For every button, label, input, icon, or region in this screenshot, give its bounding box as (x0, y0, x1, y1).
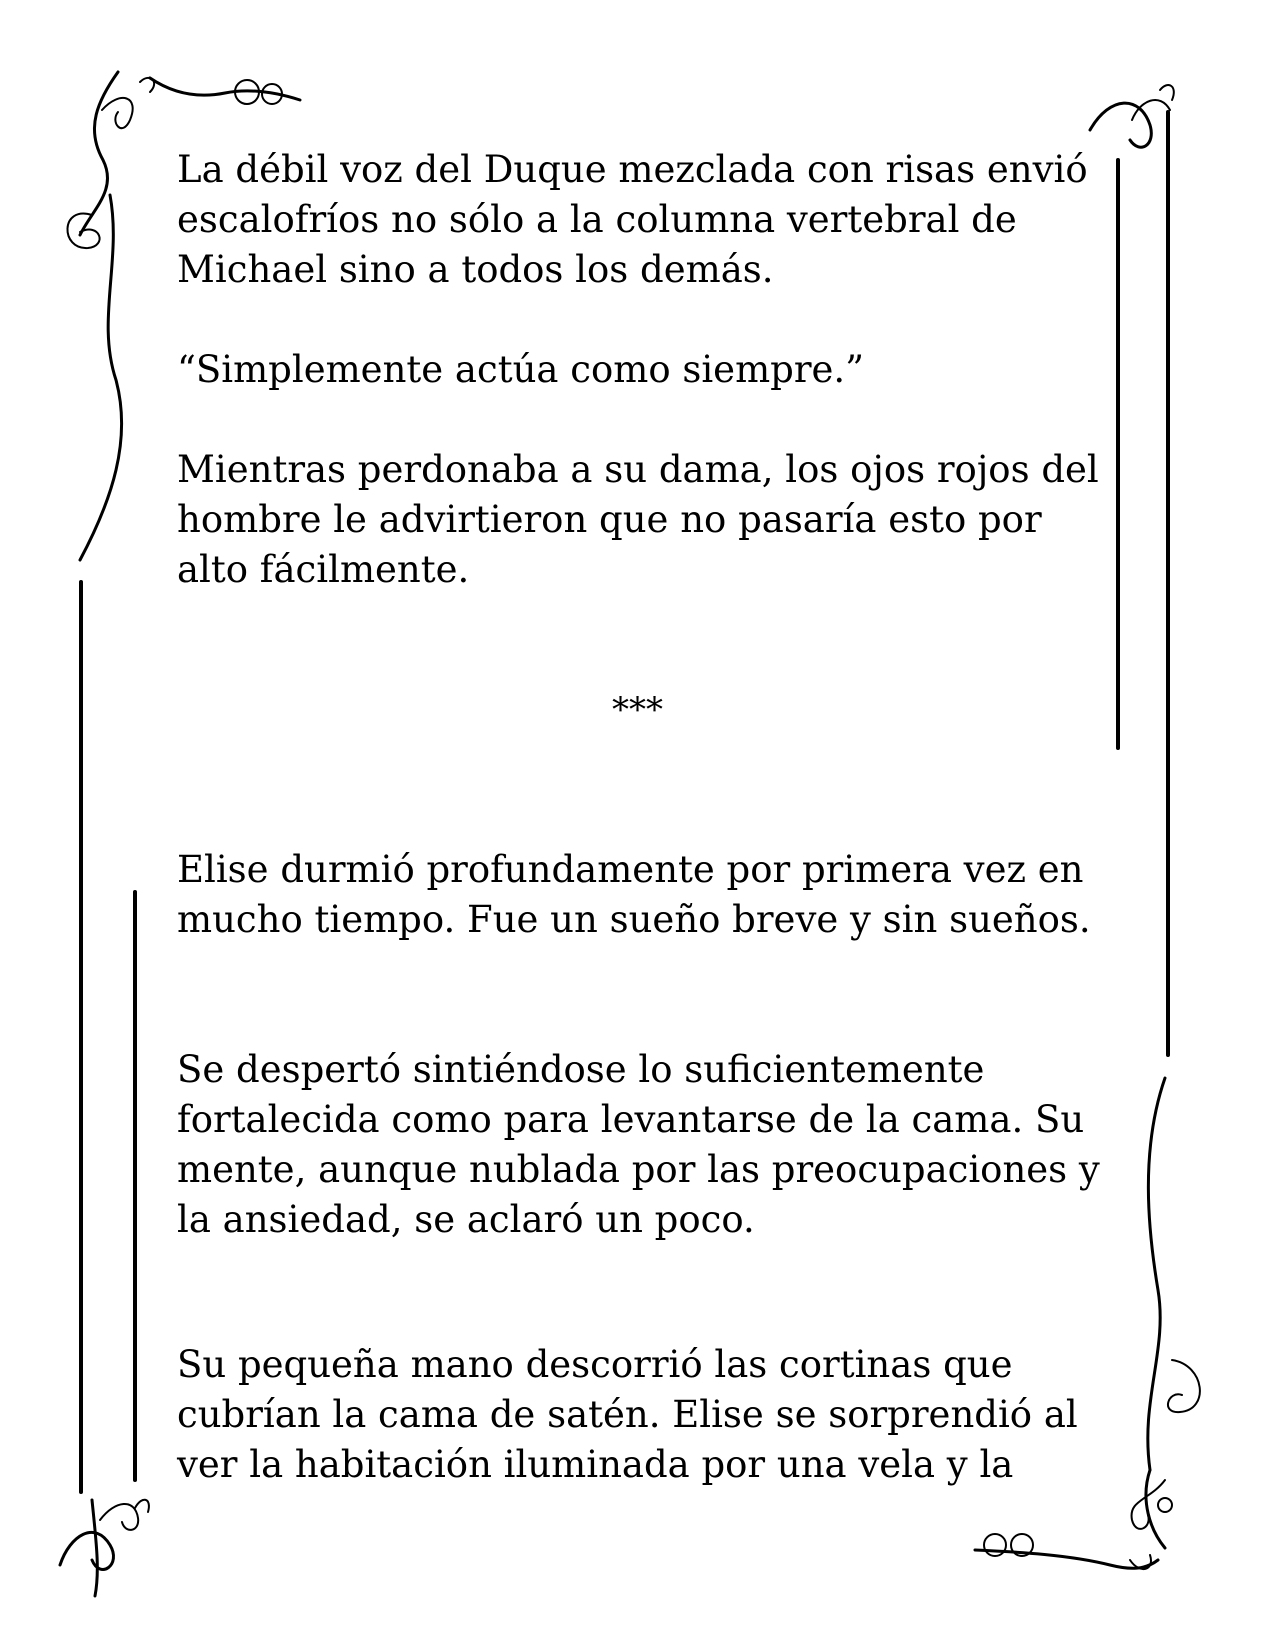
swirl-ornament-bottom-left (60, 892, 149, 1596)
paragraph-woke-up: Se despertó sintiéndose lo suficientemente fortalecida como para levantarse de la cama. Su mente, aunque nublada por las preocupaciones y la ansiedad, se aclaró un poco. (177, 1048, 1100, 1241)
paragraph-elise-slept: Elise durmió profundamente por primera vez en mucho tiempo. Fue un sueño breve y sin sueños. (177, 848, 1091, 941)
paragraph-red-eyes: Mientras perdonaba a su dama, los ojos rojos del hombre le advirtieron que no pasaría esto por alto fácilmente. (177, 448, 1099, 591)
paragraph-curtains: Su pequeña mano descorrió las cortinas que cubrían la cama de satén. Elise se sorprendió al ver la habitación iluminada por una vela y la (177, 1343, 1078, 1486)
paragraph-dialogue: “Simplemente actúa como siempre.” (177, 348, 865, 391)
section-separator: *** (612, 690, 663, 730)
paragraph-duke-voice: La débil voz del Duque mezclada con risas envió escalofríos no sólo a la columna vertebral de Michael sino a todos los demás. (177, 148, 1088, 291)
